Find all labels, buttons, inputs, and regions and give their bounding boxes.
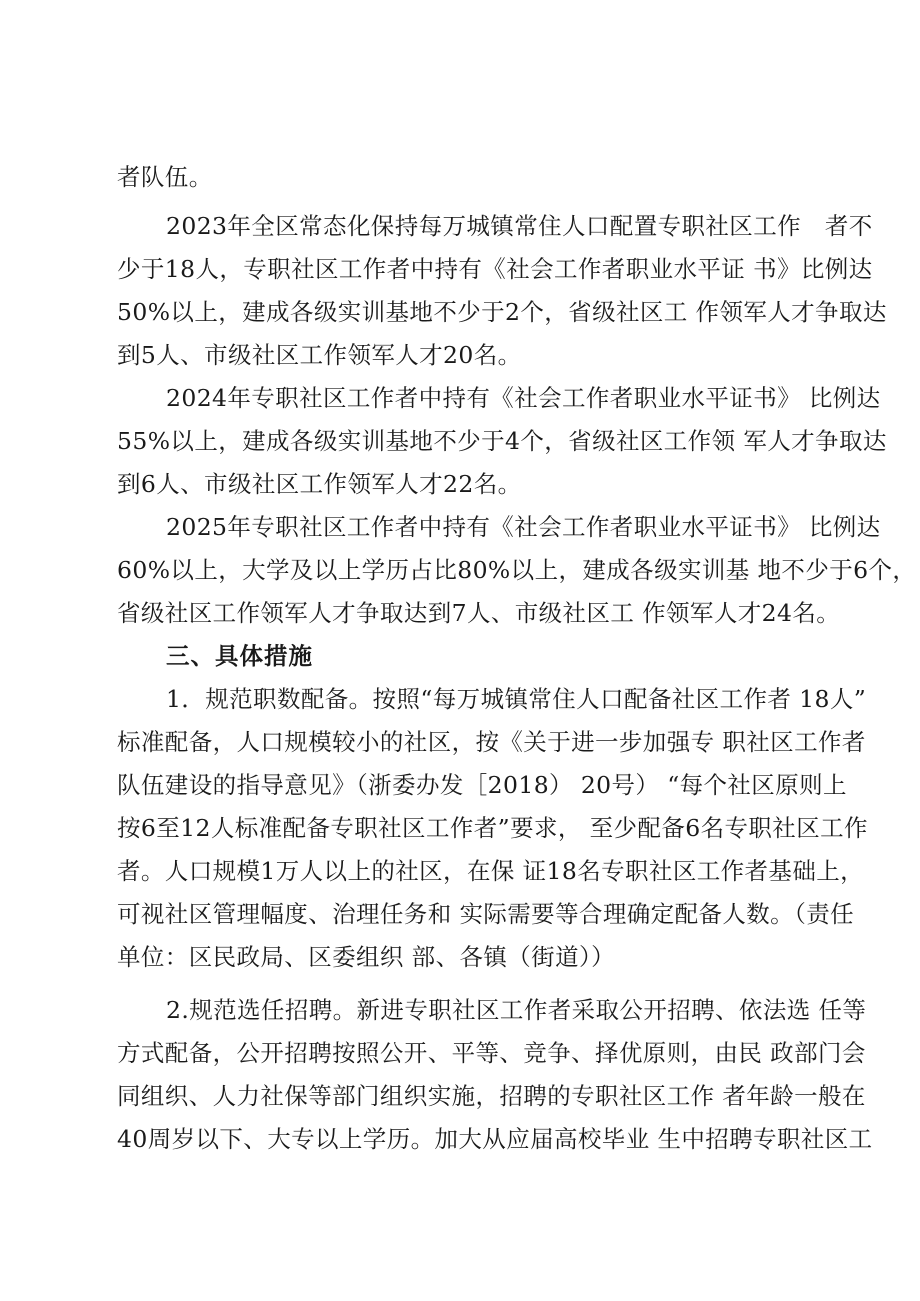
paragraph-2025-line-2: 60%以上，大学及以上学历占比80%以上，建成各级实训基 地不少于6个， xyxy=(117,556,917,584)
paragraph-2025-line-3: 省级社区工作领军人才争取达到7人、市级社区工 作领军人才24名。 xyxy=(117,599,841,627)
measure-2-line-3: 同组织、人力社保等部门组织实施，招聘的专职社区工作 者年龄一般在 xyxy=(117,1082,866,1110)
paragraph-2024-line-2: 55%以上，建成各级实训基地不少于4个，省级社区工作领 军人才争取达 xyxy=(117,427,887,455)
paragraph-2025-line-1: 2025年专职社区工作者中持有《社会工作者职业水平证书》 比例达 xyxy=(166,513,881,541)
paragraph-2024-line-3: 到6人、市级社区工作领军人才22名。 xyxy=(117,470,522,498)
measure-1-line-1: 1．规范职数配备。按照“每万城镇常住人口配备社区工作者 18人” xyxy=(166,685,867,713)
paragraph-2023-line-2: 少于18人，专职社区工作者中持有《社会工作者职业水平证 书》比例达 xyxy=(117,255,873,283)
text-line-1: 者队伍。 xyxy=(117,163,213,191)
measure-1-line-7: 单位：区民政局、区委组织 部、各镇（街道）） xyxy=(117,943,616,971)
measure-2-line-1: 2.规范选任招聘。新进专职社区工作者采取公开招聘、依法选 任等 xyxy=(166,996,867,1024)
paragraph-2024-line-1: 2024年专职社区工作者中持有《社会工作者职业水平证书》 比例达 xyxy=(166,384,881,412)
paragraph-2023-line-3: 50%以上，建成各级实训基地不少于2个，省级社区工 作领军人才争取达 xyxy=(117,298,887,326)
paragraph-2023-line-1: 2023年全区常态化保持每万城镇常住人口配置专职社区工作 者不 xyxy=(166,212,873,240)
measure-2-line-4: 40周岁以下、大专以上学历。加大从应届高校毕业 生中招聘专职社区工 xyxy=(117,1125,873,1153)
measure-1-line-5: 者。人口规模1万人以上的社区，在保 证18名专职社区工作者基础上， xyxy=(117,857,865,885)
measure-2-line-2: 方式配备，公开招聘按照公开、平等、竞争、择优原则，由民 政部门会 xyxy=(117,1039,866,1067)
measure-1-line-6: 可视社区管理幅度、治理任务和 实际需要等合理确定配备人数。（责任 xyxy=(117,900,855,928)
section-heading: 三、具体措施 xyxy=(166,642,313,670)
paragraph-2023-line-4: 到5人、市级社区工作领军人才20名。 xyxy=(117,341,522,369)
measure-1-line-4: 按6至12人标准配备专职社区工作者”要求， 至少配备6名专职社区工作 xyxy=(117,814,868,842)
measure-1-line-2: 标准配备，人口规模较小的社区，按《关于进一步加强专 职社区工作者 xyxy=(117,728,866,756)
measure-1-line-3: 队伍建设的指导意见》（浙委办发［2018） 20号） “每个社区原则上 xyxy=(117,771,847,799)
